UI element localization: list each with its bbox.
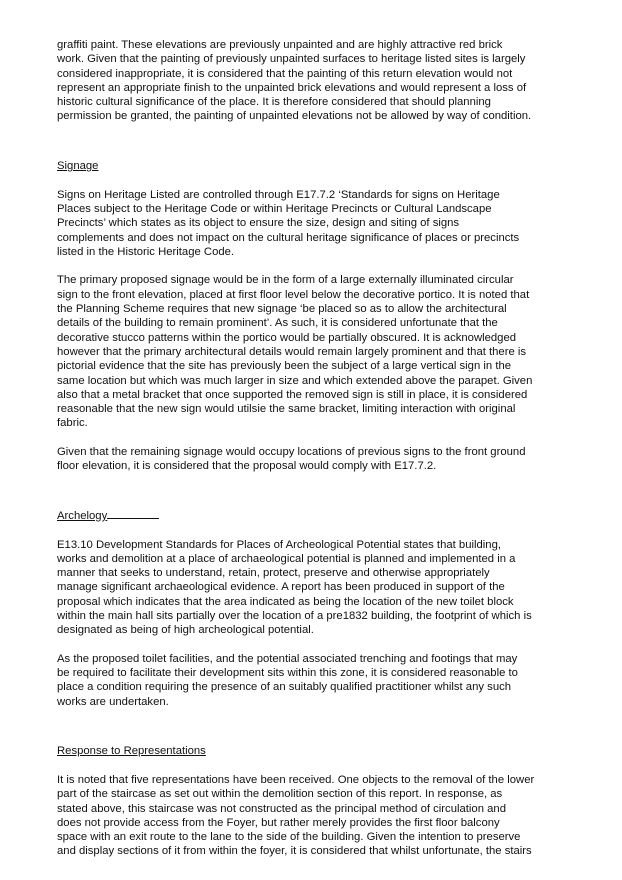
- text-line: graffiti paint. These elevations are previously unpainted and are highly attractive red brick: [57, 39, 503, 51]
- signage-paragraph: [57, 273, 573, 430]
- text-line: sign to the front elevation, placed at first floor level below the decorative portico. It is noted that: [57, 288, 530, 301]
- signage-paragraph: [57, 188, 573, 259]
- text-line: pictorial evidence that the site has previously been the subject of a large vertical sign in the: [57, 360, 512, 373]
- signage-section: [57, 188, 573, 474]
- text-line: proposal which indicates that the area indicated as being the location of the new toilet block: [57, 595, 514, 608]
- text-line: space with an exit route to the lane to the side of the building. Given the intention to preserve: [57, 831, 521, 844]
- text-line: reasonable that the new sign would utilsie the same bracket, limiting interaction with original: [57, 403, 516, 416]
- text-line: decorative stucco patterns within the portico would be partially obscured. It is acknowledged: [57, 331, 517, 344]
- text-line: does not provide access from the Foyer, but rather merely provides the first floor balcony: [57, 816, 500, 829]
- archeology-paragraph: [57, 652, 573, 709]
- text-line: manner that seeks to understand, retain, protect, preserve and otherwise appropriately: [57, 567, 490, 580]
- text-line: however that the primary architectural details would remain largely prominent and that there is: [57, 345, 527, 358]
- representations-heading: Response to Representations: [57, 745, 206, 758]
- text-line: fabric.: [57, 417, 88, 430]
- heading-underline-extension: [107, 517, 159, 519]
- text-line: same location but which was much larger in size and which extended above the parapet. Given: [57, 374, 533, 387]
- text-line: works and demolition at a place of archaeological potential is planned and implemented in a: [57, 552, 516, 565]
- archeology-paragraph: [57, 538, 573, 638]
- text-line: stated above, this staircase was not constructed as the principal method of circulation and: [57, 802, 506, 815]
- text-line: As the proposed toilet facilities, and the potential associated trenching and footings that may: [57, 652, 518, 665]
- text-line: permission be granted, the painting of unpainted elevations not be allowed by way of condition.: [57, 110, 532, 123]
- archeology-heading-row: [57, 509, 573, 523]
- document-page: [57, 38, 573, 859]
- text-line: historic cultural significance of the place. It is therefore considered that should planning: [57, 96, 491, 109]
- text-line: work. Given that the painting of previously unpainted surfaces to heritage listed sites is largely: [57, 53, 526, 66]
- archeology-heading: Archelogy: [57, 509, 108, 522]
- text-line: Signs on Heritage Listed are controlled through E17.7.2 ‘Standards for signs on Heritage: [57, 188, 500, 201]
- text-line: place a condition requiring the presence of an suitably qualified practitioner whilst any such: [57, 681, 512, 694]
- text-line: complements and does not impact on the cultural heritage significance of places or precincts: [57, 231, 520, 244]
- archeology-section: [57, 538, 573, 710]
- representations-section: [57, 773, 573, 859]
- intro-paragraph: [57, 38, 573, 124]
- text-line: considered inappropriate, it is considered that the painting of this return elevation would not: [57, 67, 513, 80]
- text-line: the Planning Scheme requires that new signage ‘be placed so as to allow the architectural: [57, 303, 507, 316]
- text-line: E13.10 Development Standards for Places of Archeological Potential states that building,: [57, 538, 501, 551]
- text-line: The primary proposed signage would be in the form of a large externally illuminated circular: [57, 274, 514, 287]
- text-line: be required to facilitate their development sits within this zone, it is considered reasonable to: [57, 667, 518, 680]
- text-line: manage significant archaeological evidence. A report has been produced in support of the: [57, 581, 505, 594]
- text-line: within the main hall sits partially over the location of a pre1832 building, the footprint of which is: [57, 609, 532, 622]
- text-line: and display sections of it from within the foyer, it is considered that whilst unfortunate, the stairs: [57, 845, 532, 858]
- text-line: Given that the remaining signage would occupy locations of previous signs to the front ground: [57, 446, 526, 459]
- signage-paragraph: [57, 445, 573, 474]
- signage-heading: Signage: [57, 160, 99, 173]
- text-line: Precincts’ which states as its object to ensure the size, design and siting of signs: [57, 217, 460, 230]
- text-line: It is noted that five representations have been received. One objects to the removal of the lower: [57, 773, 535, 786]
- text-line: floor elevation, it is considered that the proposal would comply with E17.7.2.: [57, 460, 437, 473]
- text-line: also that a metal bracket that once supported the removed sign is still in place, it is considered: [57, 388, 528, 401]
- text-line: designated as being of high archeological potential.: [57, 624, 314, 637]
- text-line: works are undertaken.: [57, 695, 169, 708]
- text-line: part of the staircase as set out within the demolition section of this report. In response, as: [57, 788, 503, 801]
- text-line: listed in the Historic Heritage Code.: [57, 245, 235, 258]
- text-line: Places subject to the Heritage Code or within Heritage Precincts or Cultural Landscape: [57, 202, 492, 215]
- text-line: details of the building to remain prominent’. As such, it is considered unfortunate that the: [57, 317, 498, 330]
- text-line: represent an appropriate finish to the unpainted brick elevations and would represent a loss of: [57, 81, 527, 94]
- representations-paragraph: [57, 773, 573, 859]
